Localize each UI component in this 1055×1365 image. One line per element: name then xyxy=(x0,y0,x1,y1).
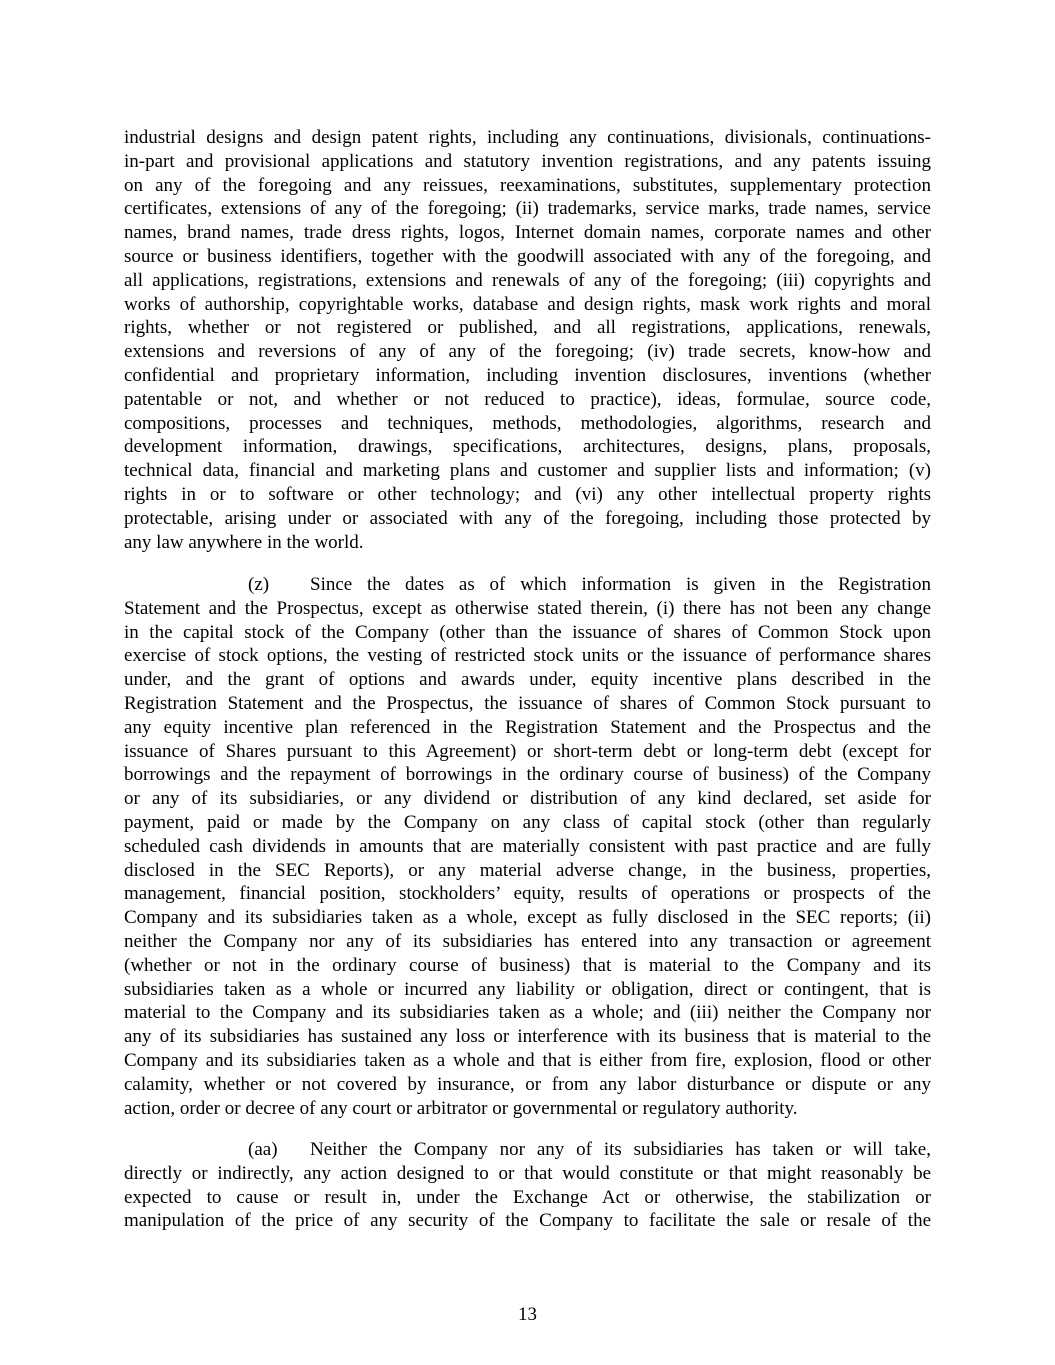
text-line: (whether or not in the ordinary course of business) that is material to the Company and its xyxy=(124,954,931,976)
text-line: works of authorship, copyrightable works, database and design rights, mask work rights and moral xyxy=(124,293,931,315)
text-line: in-part and provisional applications and statutory invention registrations, and any patents issuing xyxy=(124,150,931,172)
text-line: in the capital stock of the Company (other than the issuance of shares of Common Stock upon xyxy=(124,621,931,643)
text-line: Company and its subsidiaries taken as a whole, except as fully disclosed in the SEC reports; (ii) xyxy=(124,907,931,929)
text-line: subsidiaries taken as a whole or incurred any liability or obligation, direct or contingent, that is xyxy=(124,978,931,1000)
text-line: Statement and the Prospectus, except as otherwise stated therein, (i) there has not been any change xyxy=(124,597,931,619)
paragraph-z xyxy=(124,573,931,1120)
text-line: confidential and proprietary information, including invention disclosures, inventions (whether xyxy=(124,364,931,386)
text-line: expected to cause or result in, under the Exchange Act or otherwise, the stabilization or xyxy=(124,1186,931,1208)
text-line: payment, paid or made by the Company on any class of capital stock (other than regularly xyxy=(124,811,931,833)
text-line: or any of its subsidiaries, or any dividend or distribution of any kind declared, set aside for xyxy=(124,788,931,810)
text-line: calamity, whether or not covered by insurance, or from any labor disturbance or dispute or any xyxy=(124,1073,931,1095)
paragraph-aa xyxy=(124,1138,931,1233)
section-label: (aa) xyxy=(248,1139,278,1160)
text-line: manipulation of the price of any security of the Company to facilitate the sale or resale of the xyxy=(124,1210,931,1232)
text-line: extensions and reversions of any of any of the foregoing; (iv) trade secrets, know-how and xyxy=(124,341,931,363)
text-line: names, brand names, trade dress rights, logos, Internet domain names, corporate names and other xyxy=(124,222,931,244)
text-line: any law anywhere in the world. xyxy=(124,531,364,553)
text-line: certificates, extensions of any of the foregoing; (ii) trademarks, service marks, trade names, service xyxy=(124,198,931,220)
section-label: (z) xyxy=(248,574,270,595)
text-line: development information, drawings, specifications, architectures, designs, plans, proposals, xyxy=(124,436,931,458)
text-line: any of its subsidiaries has sustained any loss or interference with its business that is material to the xyxy=(124,1026,931,1048)
line-text: Since the dates as of which information is given in the Registration xyxy=(310,574,931,595)
line-text: Neither the Company nor any of its subsidiaries has taken or will take, xyxy=(310,1139,931,1160)
text-line: exercise of stock options, the vesting of restricted stock units or the issuance of performance shares xyxy=(124,645,931,667)
text-line: technical data, financial and marketing plans and customer and supplier lists and information; (v) xyxy=(124,460,931,482)
text-line: patentable or not, and whether or not reduced to practice), ideas, formulae, source code, xyxy=(124,388,931,410)
text-line: issuance of Shares pursuant to this Agreement) or short-term debt or long-term debt (except for xyxy=(124,740,931,762)
text-line: under, and the grant of options and awards under, equity incentive plans described in the xyxy=(124,669,931,691)
text-line: borrowings and the repayment of borrowings in the ordinary course of business) of the Company xyxy=(124,764,931,786)
text-line: neither the Company nor any of its subsidiaries has entered into any transaction or agreement xyxy=(124,930,931,952)
text-line xyxy=(124,573,931,597)
text-line: any equity incentive plan referenced in the Registration Statement and the Prospectus and the xyxy=(124,716,931,738)
text-line xyxy=(124,1138,931,1162)
text-line: on any of the foregoing and any reissues, reexaminations, substitutes, supplementary protection xyxy=(124,174,931,196)
text-line: action, order or decree of any court or arbitrator or governmental or regulatory authority. xyxy=(124,1097,798,1119)
text-line: disclosed in the SEC Reports), or any material adverse change, in the business, properties, xyxy=(124,859,931,881)
text-line: material to the Company and its subsidiaries taken as a whole; and (iii) neither the Company nor xyxy=(124,1002,931,1024)
text-line: industrial designs and design patent rights, including any continuations, divisionals, continuations- xyxy=(124,127,931,148)
text-line: Registration Statement and the Prospectus, the issuance of shares of Common Stock pursuant to xyxy=(124,692,931,714)
text-line: protectable, arising under or associated with any of the foregoing, including those protected by xyxy=(124,507,931,529)
text-line: rights, whether or not registered or published, and all registrations, applications, renewals, xyxy=(124,317,931,339)
text-line: Company and its subsidiaries taken as a whole and that is either from fire, explosion, flood or other xyxy=(124,1049,931,1071)
text-line: source or business identifiers, together with the goodwill associated with any of the foregoing, and xyxy=(124,245,931,267)
text-line: compositions, processes and techniques, methods, methodologies, algorithms, research and xyxy=(124,412,931,434)
page-number: 13 xyxy=(518,1304,537,1325)
text-line: directly or indirectly, any action designed to or that would constitute or that might reasonably be xyxy=(124,1162,931,1184)
text-line: all applications, registrations, extensions and renewals of any of the foregoing; (iii) copyrights and xyxy=(124,269,931,291)
text-line: management, financial position, stockholders’ equity, results of operations or prospects of the xyxy=(124,883,931,905)
paragraph-ip-definition xyxy=(124,126,931,554)
text-line: rights in or to software or other technology; and (vi) any other intellectual property rights xyxy=(124,483,931,505)
text-line: scheduled cash dividends in amounts that are materially consistent with past practice and are fully xyxy=(124,835,931,857)
